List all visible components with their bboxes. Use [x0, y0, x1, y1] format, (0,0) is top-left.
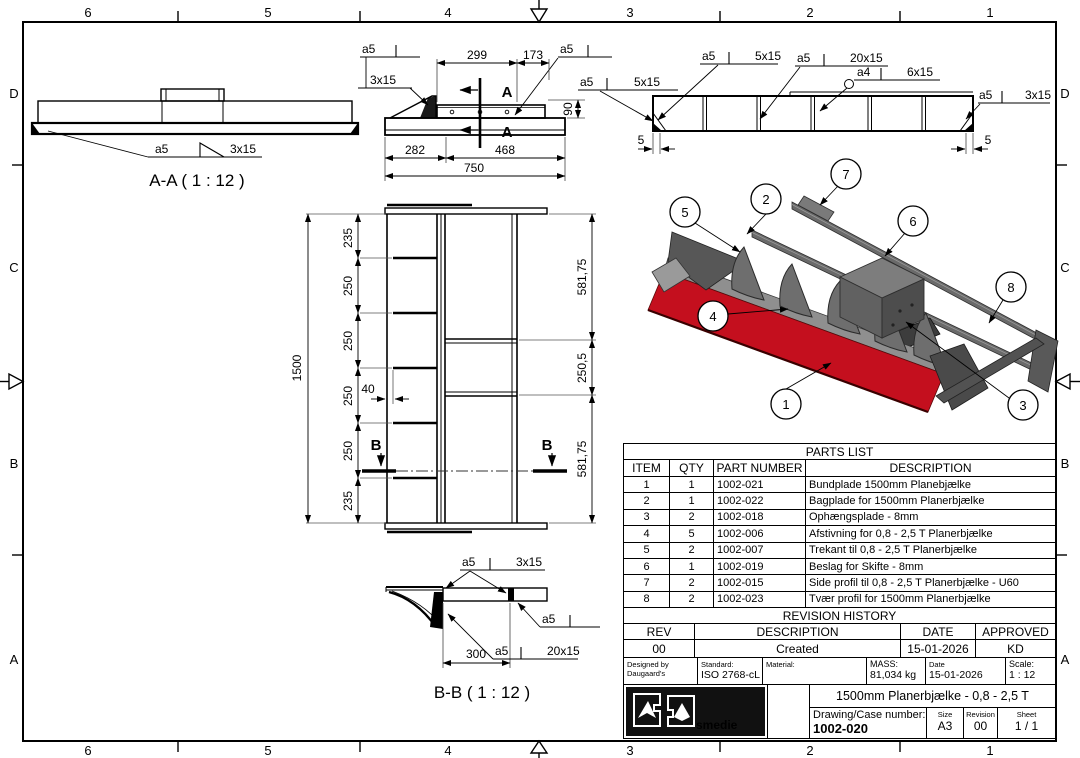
zone-row-label: A [1060, 652, 1070, 667]
part-number-cell: 1002-021 [714, 477, 806, 492]
revision-history-table [623, 608, 1056, 658]
dim-label: 250 [341, 330, 355, 352]
date-field [926, 658, 1006, 684]
title-block-info-strip [623, 658, 1056, 685]
parts-list-row [624, 509, 1055, 525]
section-label-a: A [501, 124, 513, 141]
dim-label: 581,75 [575, 440, 589, 478]
dim-label: 5 [984, 133, 992, 147]
zone-col-label: 6 [84, 5, 92, 20]
zone-row-label: D [1060, 86, 1070, 101]
dim-label: 250,5 [575, 352, 589, 384]
dim-label: 250 [341, 440, 355, 462]
size-field [927, 708, 964, 738]
qty-cell: 1 [670, 493, 714, 508]
mass-value: 81,034 kg [870, 669, 917, 681]
col-header-qty: QTY [670, 460, 714, 476]
svg-text:a5: a5 [495, 644, 509, 658]
dim-label: 235 [341, 227, 355, 249]
material-field [763, 658, 867, 684]
col-header-description: DESCRIPTION [889, 461, 972, 475]
scale-value: 1 : 12 [1009, 669, 1036, 681]
scale-field [1006, 658, 1055, 684]
part-number-cell: 1002-015 [714, 575, 806, 590]
svg-text:6x15: 6x15 [907, 65, 934, 79]
company-logo-cell [624, 685, 768, 738]
size-value: A3 [937, 719, 953, 733]
zone-col-label: 3 [626, 743, 634, 758]
item-cell: 5 [624, 543, 670, 558]
date-label: Date [929, 660, 945, 669]
standard-field [698, 658, 763, 684]
zone-row-label: C [9, 260, 19, 275]
view-title-aa: A-A ( 1 : 12 ) [149, 171, 245, 190]
sheet-label: Sheet [1016, 710, 1037, 719]
section-line-b [362, 437, 567, 471]
col-header-rev: REV [624, 624, 695, 639]
balloon-4: 4 [709, 309, 717, 324]
parts-list-row [624, 525, 1055, 541]
rev-description-cell: Created [695, 640, 901, 657]
standard-label: Standard: [701, 660, 734, 669]
drawing-number-field [810, 708, 927, 738]
view-rear-elevation [578, 49, 1051, 154]
date-value: 15-01-2026 [929, 669, 983, 681]
dim-label: 250 [341, 385, 355, 407]
designed-by-label: Designed by [627, 660, 669, 669]
dim-label: 750 [463, 161, 485, 175]
sheet-value: 1 / 1 [1014, 719, 1039, 733]
svg-text:a5: a5 [560, 42, 574, 56]
dim-label: 250 [341, 275, 355, 297]
svg-text:20x15: 20x15 [547, 644, 580, 658]
balloon-5: 5 [681, 205, 689, 220]
dim-label: 40 [361, 382, 375, 396]
qty-cell: 1 [670, 559, 714, 574]
zone-row-label: B [1060, 456, 1070, 471]
svg-text:a5: a5 [797, 51, 811, 65]
col-header-part-number: PART NUMBER [714, 460, 806, 476]
qty-cell: 2 [670, 543, 714, 558]
balloon-2: 2 [762, 192, 770, 207]
item-cell: 6 [624, 559, 670, 574]
title-block-main [623, 685, 1056, 739]
dim-label: 1500 [290, 354, 304, 382]
parts-list-row [624, 558, 1055, 574]
dim-label: 468 [494, 143, 516, 157]
zone-col-label: 3 [626, 5, 634, 20]
description-cell: Ophængsplade - 8mm [809, 511, 919, 524]
parts-list-row [624, 542, 1055, 558]
scale-label: Scale: [1009, 659, 1035, 669]
parts-list-header-row [624, 459, 1055, 476]
parts-list-title: PARTS LIST [805, 444, 874, 459]
parts-list-row [624, 476, 1055, 492]
dim-label: 90 [561, 102, 575, 116]
svg-text:3x15: 3x15 [1025, 88, 1052, 102]
svg-text:a4: a4 [857, 65, 871, 79]
section-line-a [460, 78, 513, 148]
revision-header-row [624, 623, 1055, 639]
revision-row [624, 639, 1055, 657]
parts-list-row [624, 591, 1055, 607]
item-cell: 3 [624, 510, 670, 525]
col-header-item: ITEM [624, 460, 670, 476]
item-cell: 7 [624, 575, 670, 590]
zone-col-label: 4 [444, 5, 452, 20]
mass-label: MASS: [870, 659, 899, 669]
svg-text:a5: a5 [702, 49, 716, 63]
rev-approved-cell: KD [1007, 641, 1024, 656]
view-side-elevation [358, 42, 612, 181]
zone-col-label: 5 [264, 743, 272, 758]
standard-value: ISO 2768-cL [701, 669, 760, 681]
view-section-bb [386, 555, 600, 702]
svg-text:a5: a5 [542, 612, 556, 626]
zone-col-label: 2 [806, 5, 814, 20]
part-number-cell: 1002-019 [714, 559, 806, 574]
svg-text:a5: a5 [979, 88, 993, 102]
view-front-elevation [290, 205, 596, 532]
balloon-3: 3 [1019, 398, 1027, 413]
drawing-number-value: 1002-020 [813, 721, 868, 736]
svg-text:3x15: 3x15 [516, 555, 543, 569]
zone-col-label: 1 [986, 5, 994, 20]
parts-list-row [624, 492, 1055, 508]
zone-row-label: A [9, 652, 19, 667]
parts-list-row [624, 574, 1055, 590]
parts-list-table [623, 443, 1056, 608]
mass-field [867, 658, 926, 684]
col-header-date: DATE [901, 624, 976, 639]
section-label-b: B [370, 437, 382, 454]
weld-symbol [446, 555, 600, 659]
zone-col-label: 2 [806, 743, 814, 758]
logo-text: smedie [696, 718, 738, 732]
qty-cell: 5 [670, 526, 714, 541]
description-cell: Bundplade 1500mm Planebjælke [809, 478, 972, 491]
sheet-field [998, 708, 1055, 738]
designed-by-value: Daugaard's [627, 669, 666, 678]
svg-text:a5: a5 [362, 42, 376, 56]
balloon-1: 1 [782, 397, 790, 412]
material-label: Material: [766, 660, 795, 669]
description-cell: Afstivning for 0,8 - 2,5 T Planerbjælke [809, 527, 993, 540]
qty-cell: 2 [670, 575, 714, 590]
svg-text:20x15: 20x15 [850, 51, 883, 65]
designed-by-field [624, 658, 698, 684]
rev-date-cell: 15-01-2026 [901, 640, 976, 657]
rev-cell: 00 [624, 640, 695, 657]
zone-col-label: 6 [84, 743, 92, 758]
revision-field [964, 708, 998, 738]
zone-col-label: 1 [986, 743, 994, 758]
dim-label: 5 [637, 133, 645, 147]
revision-value: 00 [973, 719, 988, 733]
svg-text:5x15: 5x15 [755, 49, 782, 63]
dim-label: 173 [522, 48, 544, 62]
description-cell: Beslag for Skifte - 8mm [809, 560, 924, 573]
size-label: Size [937, 710, 953, 719]
svg-text:3x15: 3x15 [370, 73, 397, 87]
part-number-cell: 1002-023 [714, 592, 806, 607]
item-cell: 4 [624, 526, 670, 541]
description-cell: Side profil til 0,8 - 2,5 T Planerbjælke - U60 [809, 576, 1019, 589]
svg-text:a5: a5 [580, 75, 594, 89]
svg-text:5x15: 5x15 [634, 75, 661, 89]
balloon-6: 6 [909, 214, 917, 229]
view-section-aa [32, 89, 358, 190]
svg-text:a5: a5 [462, 555, 476, 569]
qty-cell: 1 [670, 477, 714, 492]
dim-label: 235 [341, 490, 355, 512]
company-logo [626, 687, 765, 736]
zone-col-label: 4 [444, 743, 452, 758]
view-title-bb: B-B ( 1 : 12 ) [433, 683, 531, 702]
dim-label: 581,75 [575, 258, 589, 296]
zone-row-label: C [1060, 260, 1070, 275]
col-header-description: DESCRIPTION [695, 624, 901, 639]
balloon-7: 7 [842, 167, 850, 182]
item-cell: 2 [624, 493, 670, 508]
section-label-b: B [541, 437, 553, 454]
dim-label: 282 [404, 143, 426, 157]
dim-label: 300 [465, 647, 487, 661]
balloon-8: 8 [1007, 280, 1015, 295]
col-header-approved: APPROVED [982, 624, 1049, 639]
isometric-view [648, 159, 1058, 420]
description-cell: Bagplade for 1500mm Planerbjælke [809, 495, 985, 508]
part-number-cell: 1002-022 [714, 493, 806, 508]
description-cell: Tvær profil for 1500mm Planerbjælke [809, 593, 991, 606]
qty-cell: 2 [670, 510, 714, 525]
weld-size-label: 3x15 [230, 142, 257, 156]
revision-label: Revision [966, 710, 995, 719]
empty-cell [768, 685, 810, 738]
drawing-title: 1500mm Planerbjælke - 0,8 - 2,5 T [810, 685, 1055, 708]
part-number-cell: 1002-018 [714, 510, 806, 525]
zone-col-label: 5 [264, 5, 272, 20]
zone-row-label: B [9, 456, 19, 471]
part-number-cell: 1002-006 [714, 526, 806, 541]
item-cell: 1 [624, 477, 670, 492]
part-number-cell: 1002-007 [714, 543, 806, 558]
dim-label: 299 [466, 48, 488, 62]
description-cell: Trekant til 0,8 - 2,5 T Planerbjælke [809, 544, 977, 557]
section-label-a: A [501, 84, 513, 101]
item-cell: 8 [624, 592, 670, 607]
zone-row-label: D [9, 86, 19, 101]
weld-label: a5 [155, 142, 169, 156]
qty-cell: 2 [670, 592, 714, 607]
drawing-number-label: Drawing/Case number: [813, 709, 926, 721]
revision-history-title: REVISION HISTORY [782, 608, 897, 623]
